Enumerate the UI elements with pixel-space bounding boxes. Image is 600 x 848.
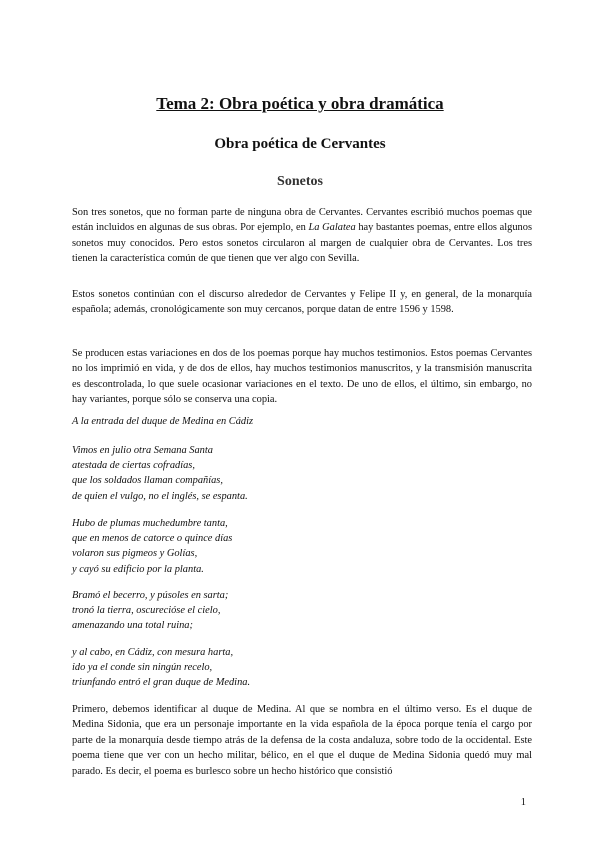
poem-verse: que en menos de catorce o quince días [72, 533, 233, 545]
poem-verse: y cayó su edificio por la planta. [72, 563, 204, 575]
poem-title: A la entrada del duque de Medina en Cádiz [72, 416, 254, 427]
poem-verse: y al cabo, en Cádiz, con mesura harta, [72, 647, 234, 658]
section-subtitle: Obra poética de Cervantes [214, 136, 386, 152]
poem-stanza-2 [72, 516, 472, 577]
poem-stanza-1 [72, 443, 472, 504]
paragraph-variations: Se producen estas variaciones en dos de los poemas porque hay muchos testimonios. Estos poemas Cervantes no los imprimió en vida, y de dos de ellos, hay muchos testimonios manuscritos, y la transmisión manuscrita es descontrolada, lo que suele ocasionar variaciones en el texto. De uno de ellos, el último, sin embargo, no hay variantes, porque sólo se conserva una copia. [72, 348, 532, 406]
poem-stanza-3 [72, 588, 472, 634]
paragraph-intro-start: Son tres sonetos, que no forman parte de ninguna obra de Cervantes. Cervantes escribió muchos poemas que están incluidos en algunas de sus obras. Por ejemplo, en [72, 207, 532, 234]
poem-verse: Hubo de plumas muchedumbre tanta, [72, 518, 228, 529]
poem-verse: atestada de ciertas cofradías, [72, 460, 195, 472]
paragraph-intro [72, 205, 532, 267]
poem-verse: volaron sus pigmeos y Golías, [72, 548, 198, 560]
paragraph-analysis: Primero, debemos identificar al duque de Medina. Al que se nombra en el último verso. Es el duque de Medina Sidonia, que era un personaje importante en la vida española de la época porque tenía el cargo por parte de la monarquía desde tiempo atrás de la defensa de la costa andaluza, sobre todo de la occidental. Este poema tiene que ver con un hecho militar, bélico, en el que el duque de Medina Sidonia quedó muy mal parado. Es decir, el poema es burlesco sobre un hecho histórico que consistió [72, 704, 532, 777]
poem-verse: Vimos en julio otra Semana Santa [72, 445, 213, 456]
paragraph-context: Estos sonetos continúan con el discurso alrededor de Cervantes y Felipe II y, en general, de la monarquía española; además, cronológicamente son muy cercanos, porque datan de entre 1596 y 1598. [72, 289, 532, 316]
poem-verse: de quien el vulgo, no el inglés, se espanta. [72, 490, 248, 502]
document-title: Tema 2: Obra poética y obra dramática [156, 94, 444, 113]
poem-verse: Bramó el becerro, y púsoles en sarta; [72, 590, 229, 601]
subsection-heading: Sonetos [277, 174, 323, 189]
poem-verse: triunfando entró el gran duque de Medina. [72, 677, 251, 689]
page-number: 1 [520, 797, 526, 808]
poem-verse: tronó la tierra, oscurecióse el cielo, [72, 605, 221, 617]
poem-stanza-4 [72, 645, 472, 691]
paragraph-intro-end: hay bastantes poemas, entre ellos algunos sonetos muy conocidos. Pero estos sonetos circularon al margen de cualquier obra de Cervantes. Los tres tienen la característica común de que tienen que ver algo con Sevilla. [72, 222, 532, 265]
poem-verse: amenazando una total ruina; [72, 620, 193, 632]
work-title-italic: La Galatea [308, 222, 356, 234]
poem-verse: ido ya el conde sin ningún recelo, [72, 662, 213, 674]
poem-verse: que los soldados llaman compañías, [72, 475, 223, 487]
